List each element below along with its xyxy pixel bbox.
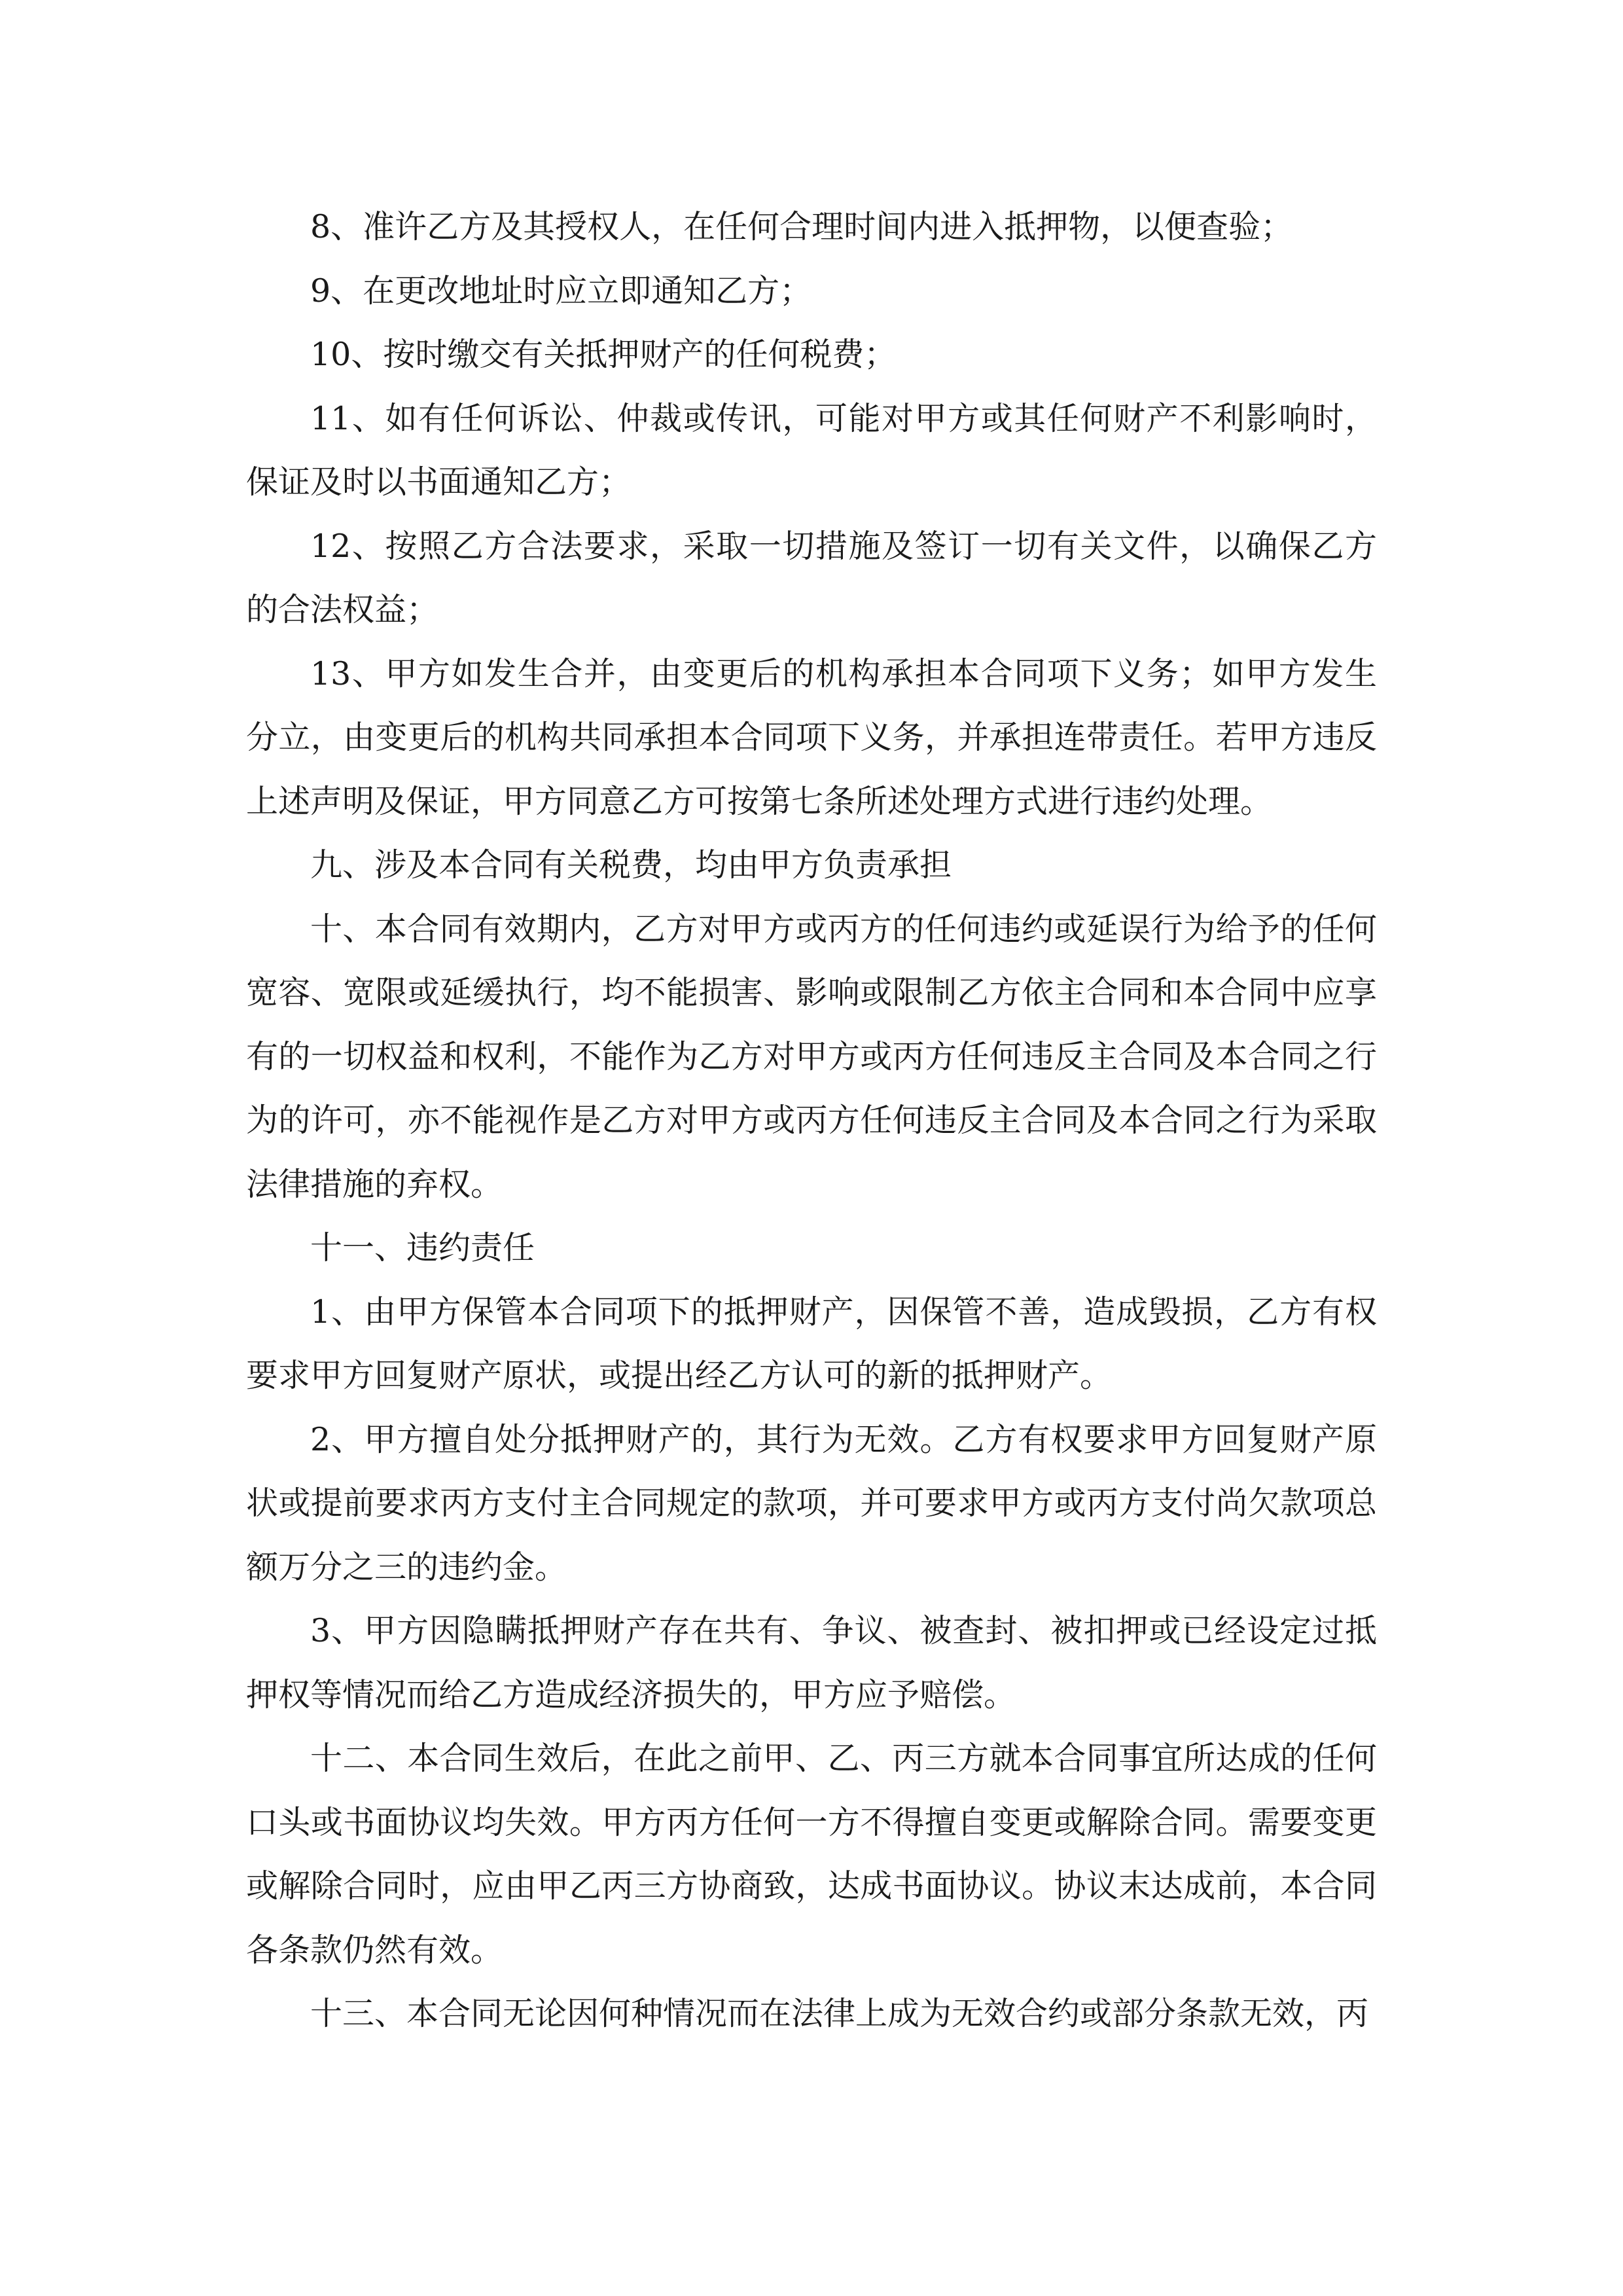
clause-12: 12、按照乙方合法要求，采取一切措施及签订一切有关文件，以确保乙方的合法权益；: [246, 527, 1377, 628]
clause-8: 8、准许乙方及其授权人，在任何合理时间内进入抵押物，以便查验；: [310, 208, 1293, 245]
article-10: 十、本合同有效期内，乙方对甲方或丙方的任何违约或延误行为给予的任何宽容、宽限或延缓执行，均不能损害、影响或限制乙方依主合同和本合同中应享有的一切权益和权利，不能作为乙方对甲方或丙方任何违反主合同及本合同之行为的许可，亦不能视作是乙方对甲方或丙方任何违反主合同及本合同之行为采取法律措施的弃权。: [246, 910, 1377, 1203]
clause-9: 9、在更改地址时应立即通知乙方；: [310, 272, 812, 310]
liability-item-2: 2、甲方擅自处分抵押财产的，其行为无效。乙方有权要求甲方回复财产原状或提前要求丙方支付主合同规定的款项，并可要求甲方或丙方支付尚欠款项总额万分之三的违约金。: [246, 1420, 1377, 1586]
article-12: 十二、本合同生效后，在此之前甲、乙、丙三方就本合同事宜所达成的任何口头或书面协议均失效。甲方丙方任何一方不得擅自变更或解除合同。需要变更或解除合同时，应由甲乙丙三方协商致，达成书面协议。协议末达成前，本合同各条款仍然有效。: [246, 1740, 1377, 1969]
liability-item-1: 1、由甲方保管本合同项下的抵押财产，因保管不善，造成毁损，乙方有权要求甲方回复财产原状，或提出经乙方认可的新的抵押财产。: [246, 1293, 1377, 1394]
article-9-heading: 九、涉及本合同有关税费，均由甲方负责承担: [310, 846, 952, 884]
article-13: 十三、本合同无论因何种情况而在法律上成为无效合约或部分条款无效，丙: [310, 1995, 1369, 2032]
article-11-heading: 十一、违约责任: [310, 1229, 535, 1266]
clause-10: 10、按时缴交有关抵押财产的任何税费；: [310, 336, 897, 373]
clause-13: 13、甲方如发生合并，由变更后的机构承担本合同项下义务；如甲方发生分立，由变更后的机构共同承担本合同项下义务，并承担连带责任。若甲方违反上述声明及保证，甲方同意乙方可按第七条所述处理方式进行违约处理。: [246, 655, 1377, 820]
contract-body: [246, 195, 1377, 2046]
liability-item-3: 3、甲方因隐瞒抵押财产存在共有、争议、被查封、被扣押或已经设定过抵押权等情况而给乙方造成经济损失的，甲方应予赔偿。: [246, 1612, 1377, 1713]
clause-11: 11、如有任何诉讼、仲裁或传讯，可能对甲方或其任何财产不利影响时，保证及时以书面通知乙方；: [246, 399, 1377, 501]
